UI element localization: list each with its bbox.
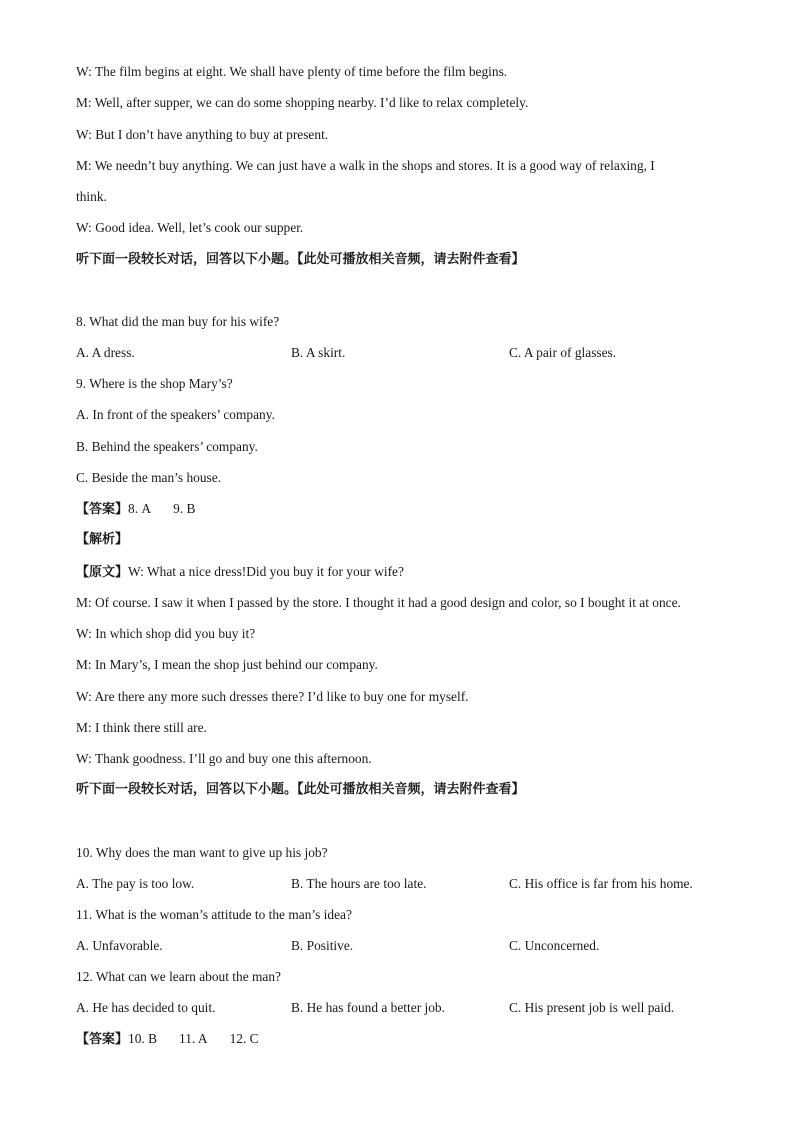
listening-instruction: 听下面一段较长对话，回答以下小题。【此处可播放相关音频，请去附件查看】 xyxy=(76,782,525,797)
q8-option-a: A. A dress. xyxy=(76,345,135,360)
dialogue-line: M: Well, after supper, we can do some shopping nearby. I’d like to relax completely. xyxy=(76,95,529,110)
answer-8: 8. A xyxy=(128,501,152,516)
question-11: 11. What is the woman’s attitude to the man’s idea? xyxy=(76,907,352,922)
transcript-line: M: I think there still are. xyxy=(76,720,207,735)
answer-tag: 【答案】 xyxy=(76,1032,129,1047)
listening-instruction: 听下面一段较长对话，回答以下小题。【此处可播放相关音频，请去附件查看】 xyxy=(76,252,525,267)
question-8: 8. What did the man buy for his wife? xyxy=(76,314,280,329)
q9-option-a: A. In front of the speakers’ company. xyxy=(76,407,275,422)
transcript-line: W: In which shop did you buy it? xyxy=(76,626,256,641)
transcript-line: M: In Mary’s, I mean the shop just behind our company. xyxy=(76,657,378,672)
dialogue-line: think. xyxy=(76,189,107,204)
answer-11: 11. A xyxy=(179,1031,208,1046)
dialogue-line: M: We needn’t buy anything. We can just have a walk in the shops and stores. It is a good way of relaxing, I xyxy=(76,158,655,173)
answer-10: 10. B xyxy=(128,1031,158,1046)
q10-option-c: C. His office is far from his home. xyxy=(509,876,693,891)
q9-option-b: B. Behind the speakers’ company. xyxy=(76,439,258,454)
answer-tag: 【答案】 xyxy=(76,502,129,517)
transcript-tag: 【原文】 xyxy=(76,565,129,580)
answer-block xyxy=(76,500,195,519)
q9-option-c: C. Beside the man’s house. xyxy=(76,470,222,485)
transcript-line: M: Of course. I saw it when I passed by the store. I thought it had a good design and color, so I bought it at once. xyxy=(76,595,681,610)
q8-option-b: B. A skirt. xyxy=(291,345,346,360)
q10-option-a: A. The pay is too low. xyxy=(76,876,195,891)
dialogue-line: W: But I don’t have anything to buy at present. xyxy=(76,127,329,142)
q12-option-b: B. He has found a better job. xyxy=(291,1000,445,1015)
answer-block xyxy=(76,1030,259,1049)
q11-option-a: A. Unfavorable. xyxy=(76,938,163,953)
transcript-text: W: What a nice dress!Did you buy it for your wife? xyxy=(128,564,404,579)
question-12: 12. What can we learn about the man? xyxy=(76,969,281,984)
q11-option-b: B. Positive. xyxy=(291,938,354,953)
dialogue-line: W: Good idea. Well, let’s cook our supper. xyxy=(76,220,304,235)
question-10: 10. Why does the man want to give up his job? xyxy=(76,845,328,860)
q12-option-c: C. His present job is well paid. xyxy=(509,1000,675,1015)
dialogue-line: W: The film begins at eight. We shall have plenty of time before the film begins. xyxy=(76,64,508,79)
analysis-tag: 【解析】 xyxy=(76,532,129,547)
q12-option-a: A. He has decided to quit. xyxy=(76,1000,216,1015)
question-9: 9. Where is the shop Mary’s? xyxy=(76,376,233,391)
transcript-line: W: Are there any more such dresses there? I’d like to buy one for myself. xyxy=(76,689,469,704)
q8-option-c: C. A pair of glasses. xyxy=(509,345,617,360)
answer-9: 9. B xyxy=(173,501,196,516)
transcript-line xyxy=(76,563,404,582)
transcript-line: W: Thank goodness. I’ll go and buy one this afternoon. xyxy=(76,751,372,766)
q11-option-c: C. Unconcerned. xyxy=(509,938,600,953)
answer-12: 12. C xyxy=(229,1031,259,1046)
q10-option-b: B. The hours are too late. xyxy=(291,876,427,891)
